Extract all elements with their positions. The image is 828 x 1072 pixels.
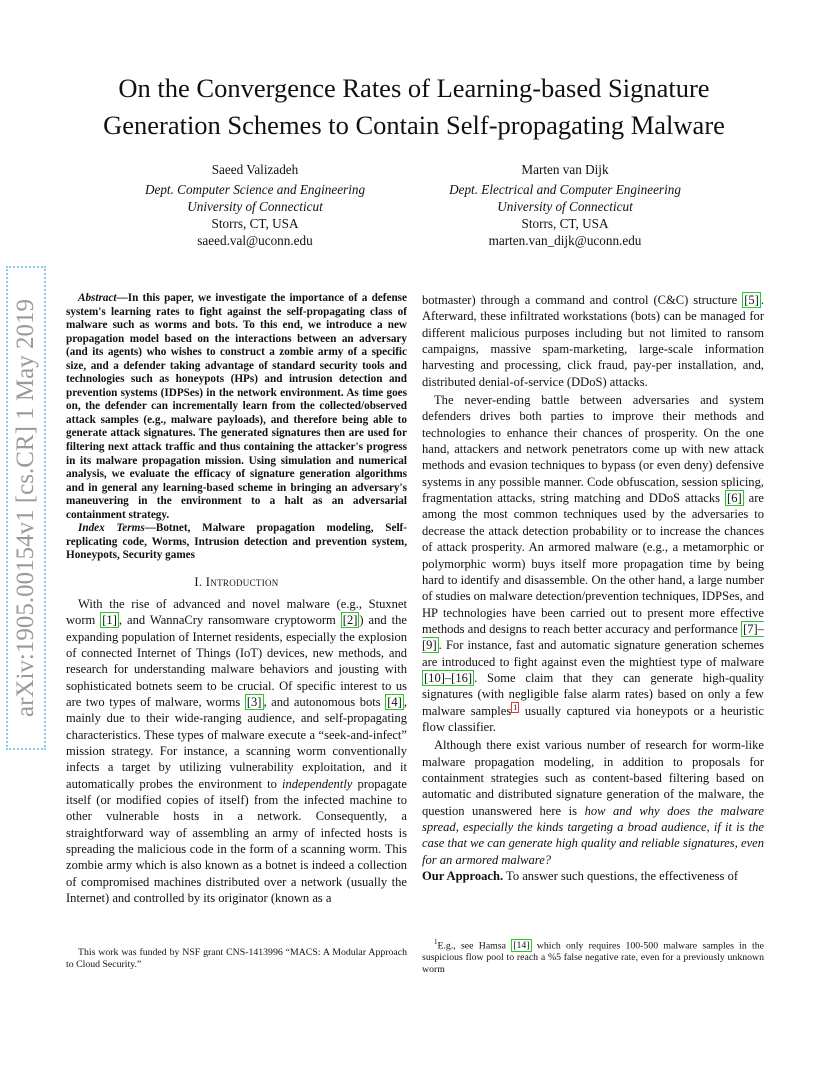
citation-link[interactable]: [14] <box>513 940 530 952</box>
author-email[interactable]: saeed.val@uconn.edu <box>197 233 313 248</box>
citation-link[interactable]: [10]–[16] <box>424 670 473 685</box>
paragraph: The never-ending battle between adversaries and system defenders drives both parties to improve their methods and technologies to enhance their chances of prosperity. On the one hand, attackers and network penetrators come up with new attack methods and evasion techniques to bypass (or even deny) defensive systems in any possible manner. Code obfuscation, session splicing, fragmentation attacks, string matching and DDoS attacks [6] are among the most common techniques used by the adversaries to decrease the attack detection probability or to increase the chances of attack prosperity. An armored malware (e.g., a metamorphic or polymorphic worm) buys itself more propagation time by being hard to identify and disassemble. On the other hand, a large number of studies on malware detection/prevention techniques, IDPSes, and HP technologies have been carried out to present more effective methods and designs to reach better accuracy and performance [7]–[9] . For instance, fast and automatic signature generation schemes are introduced to fight against even the mightiest type of malware [10]–[16] . Some claim that they can generate high-quality signatures (with negligible false alarm rates) based on only a few malware samples $^1$ usually captured via honeypots or a heuristic flow classifier. <box>422 393 764 734</box>
abstract-lead: Abstract <box>78 292 117 304</box>
footnote-link[interactable]: 1 <box>513 702 518 712</box>
section-title: Introduction <box>205 574 279 589</box>
author-email[interactable]: marten.van_dijk@uconn.edu <box>488 233 642 248</box>
paragraph: botmaster) through a command and control (C&C) structure [5] . Afterward, these infiltrated workstations (bots) can be managed for different malicious purposes including but not limited to ransom campaigns, massive spam-marketing, large-scale information harvesting and processing, click fraud, pay-per installation, and, distributed denial-of-service (DDoS) attacks. <box>422 293 764 389</box>
author-dept: Dept. Computer Science and Engineering <box>144 182 366 197</box>
author-name: Marten van Dijk <box>521 162 609 177</box>
author-block-1 <box>100 161 410 249</box>
paragraph: Our Approach. To answer such questions, the effectiveness of <box>422 869 739 884</box>
footnote-mark: 1 <box>434 938 438 946</box>
paper-title: On the Convergence Rates of Learning-based Signature Generation Schemes to Contain Self-propagating Malware <box>103 73 725 140</box>
footnote-1: $^1$E.g., see Hamsa [14] which only requires 100-500 malware samples in the suspicious flow pool to reach a %5 false negative rate, even for a previously unknown worm <box>422 938 764 976</box>
abstract <box>66 292 407 522</box>
index-terms-lead: Index Terms <box>78 522 145 535</box>
author-name: Saeed Valizadeh <box>211 162 299 177</box>
author-location: Storrs, CT, USA <box>521 216 609 231</box>
arxiv-stamp[interactable] <box>6 264 46 752</box>
footnote-funding: This work was funded by NSF grant CNS-1413996 “MACS: A Modular Approach to Cloud Security.” <box>66 947 407 970</box>
index-terms-text: —Botnet, Malware propagation modeling, Self-replicating code, Worms, Intrusion detection and prevention system, Honeypots, Security games <box>66 522 407 562</box>
paragraph: Although there exist various number of research for worm-like malware propagation modeling, in addition to proposals for containment strategies such as content-based filtering based on automatic and distributed signature generation of the malware, the question unanswered here is how and why does the malware spread, especially the kinds targeting a broad audience, if it is the case that we can generate high quality and reliable signatures, even for an armored malware? <box>422 738 765 867</box>
index-terms <box>66 522 407 563</box>
author-block-2 <box>410 161 720 249</box>
citation-link[interactable]: [5] <box>744 293 759 307</box>
left-column <box>66 292 407 906</box>
run-in-heading: Our Approach. <box>422 869 504 884</box>
paragraph: With the rise of advanced and novel malware (e.g., Stuxnet worm [1] , and WannaCry ransomware cryptoworm [2] ) and the expanding population of Internet residents, especially the explosion of connected Internet of Things (IoT) devices, new methods, and research for understanding malware behaviors and jousting with sophisticated botnets seem to be crucial. Of specific interest to us are two types of malware, worms [3] , and autonomous bots [4] , mainly due to their wide-ranging audience, and self-propagating characteristics. These types of malware execute a “seek-and-infect” mission strategy. For instance, a scanning worm conventionally infects a target by utilizing vulnerability exploitation, and it automatically probes the environment to independently propagate itself (or modified copies of itself) from the infected machine to other vulnerable hosts in a network. Consequently, a straightforward way of assembling an army of infected hosts is spreading the malicious code in the form of a scanning worm. This zombie army which is also known as a botnet is indeed a collection of compromised machines distributed over a network (usually the Internet) and controlled by its originator (known as a <box>66 596 407 906</box>
arxiv-id[interactable]: arXiv:1905.00154v1 [cs.CR] 1 May 2019 <box>6 266 46 750</box>
author-location: Storrs, CT, USA <box>211 216 299 231</box>
citation-link[interactable]: [6] <box>727 491 742 506</box>
citation-link[interactable]: [4] <box>387 695 402 709</box>
author-dept: Dept. Electrical and Computer Engineering <box>449 182 681 197</box>
citation-link[interactable]: [2] <box>342 613 358 628</box>
author-univ: University of Connecticut <box>187 199 323 214</box>
author-univ: University of Connecticut <box>497 199 633 214</box>
section-heading: I. Introduction <box>194 574 279 589</box>
right-column <box>422 292 764 884</box>
citation-link[interactable]: [3] <box>246 695 262 709</box>
citation-link[interactable]: [1] <box>102 613 117 628</box>
citation-link[interactable]: [7]–[9] <box>422 621 764 653</box>
abstract-text: —In this paper, we investigate the importance of a defense system's learning rates to fight against the self-propagating class of malware such as worms and bots. To this end, we introduce a new propagation model based on the interactions between an adversary (and its agents) who wishes to construct a zombie army of a specific size, and a defender taking advantage of standard security tools and technologies such as honeypots (HPs) and intrusion detection and prevention systems (IDPSes) in the network environment. As time goes on, the defender can incrementally learn from the collected/observed attack samples (e.g., malware payloads), and therefore being able to generate attack signatures. The generated signatures then are used for filtering next attack traffic and thus containing the attacker's progress in its malware propagation mission. Using simulation and numerical analysis, we evaluate the efficacy of signature generation algorithms and in general any learning-based scheme in bringing an adversary's maneuvering in the environment to a halt as an adversarial containment strategy. <box>66 292 407 521</box>
